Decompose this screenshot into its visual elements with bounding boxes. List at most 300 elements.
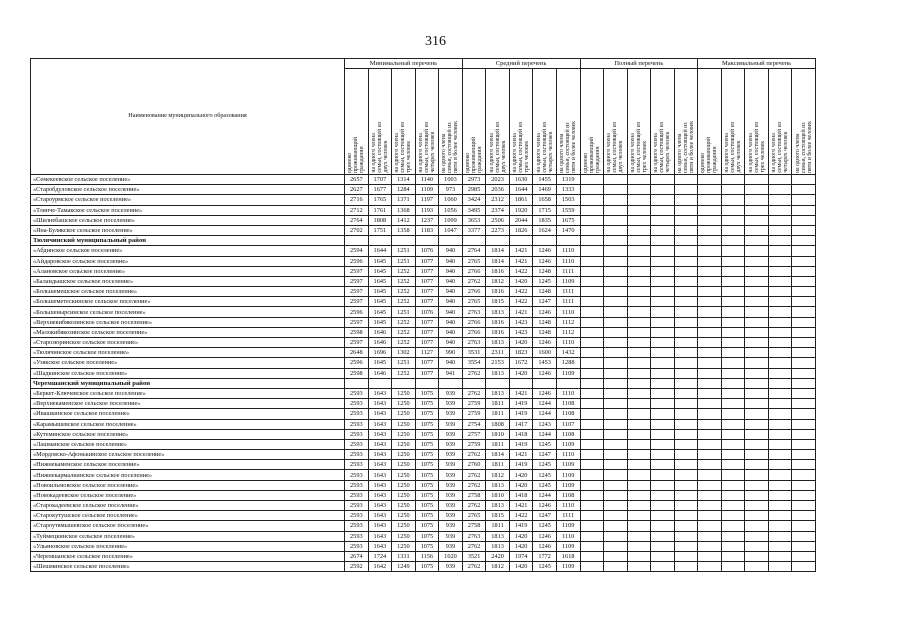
value-cell: 1643 xyxy=(368,541,392,551)
municipality-name: «Верхнекибякозинское сельское поселение» xyxy=(31,317,345,327)
value-cell: 2420 xyxy=(486,551,510,561)
empty-cell xyxy=(533,236,557,246)
empty-cell xyxy=(792,307,816,317)
value-cell: 1643 xyxy=(368,388,392,398)
table-row xyxy=(31,541,816,551)
value-cell: 1250 xyxy=(392,521,416,531)
empty-cell xyxy=(698,409,722,419)
empty-cell xyxy=(533,378,557,388)
empty-cell xyxy=(580,562,604,572)
value-cell: 1127 xyxy=(415,348,439,358)
empty-cell xyxy=(721,480,745,490)
subheader-label: на одного члена семьи, состоящей из четырех человек xyxy=(417,122,436,173)
value-cell: 1109 xyxy=(556,276,580,286)
empty-cell xyxy=(745,511,769,521)
empty-cell xyxy=(745,297,769,307)
subheader-label: на одного члена семьи, состоящей из пяти и более человек xyxy=(794,120,813,173)
subheader-label: на одного члена семьи, состоящей из двух человек xyxy=(723,122,743,173)
value-cell: 2593 xyxy=(345,419,369,429)
value-cell: 1432 xyxy=(556,348,580,358)
value-cell: 2036 xyxy=(486,185,510,195)
value-cell: 1643 xyxy=(368,490,392,500)
value-cell: 1246 xyxy=(533,246,557,256)
empty-cell xyxy=(580,338,604,348)
empty-cell xyxy=(580,460,604,470)
empty-cell xyxy=(651,215,675,225)
value-cell: 2758 xyxy=(462,490,486,500)
empty-cell xyxy=(604,541,628,551)
value-cell: 2597 xyxy=(345,297,369,307)
value-cell: 1075 xyxy=(415,562,439,572)
value-cell: 1110 xyxy=(556,246,580,256)
empty-cell xyxy=(698,256,722,266)
value-cell: 2597 xyxy=(345,276,369,286)
empty-cell xyxy=(627,225,651,235)
empty-cell xyxy=(604,225,628,235)
subheader-label: одиноко проживающий гражданин xyxy=(464,136,484,173)
value-cell: 1250 xyxy=(392,399,416,409)
empty-cell xyxy=(698,266,722,276)
subheader-cell xyxy=(721,69,745,175)
empty-cell xyxy=(721,317,745,327)
empty-cell xyxy=(462,236,486,246)
empty-cell xyxy=(698,205,722,215)
empty-cell xyxy=(745,470,769,480)
value-cell: 1421 xyxy=(509,246,533,256)
empty-cell xyxy=(580,501,604,511)
value-cell: 1060 xyxy=(439,195,463,205)
municipality-name: «Нижнекармалкинское сельское поселение» xyxy=(31,470,345,480)
empty-cell xyxy=(698,439,722,449)
value-cell: 1020 xyxy=(439,551,463,561)
empty-cell xyxy=(698,338,722,348)
empty-cell xyxy=(627,480,651,490)
subheader-cell xyxy=(368,69,392,175)
empty-cell xyxy=(721,450,745,460)
empty-cell xyxy=(698,185,722,195)
empty-cell xyxy=(698,429,722,439)
municipality-name: «Старокутушское сельское поселение» xyxy=(31,511,345,521)
empty-cell xyxy=(698,541,722,551)
value-cell: 2759 xyxy=(462,439,486,449)
value-cell: 1624 xyxy=(533,225,557,235)
value-cell: 3377 xyxy=(462,225,486,235)
subheader-label: на одного члена семьи, состоящей из четырех человек xyxy=(770,122,790,173)
value-cell: 1422 xyxy=(509,266,533,276)
empty-cell xyxy=(651,276,675,286)
value-cell: 1419 xyxy=(509,399,533,409)
empty-cell xyxy=(792,287,816,297)
value-cell: 1412 xyxy=(392,215,416,225)
empty-cell xyxy=(604,348,628,358)
empty-cell xyxy=(439,236,463,246)
value-cell: 1696 xyxy=(368,348,392,358)
municipality-name: «Айдаровское сельское поселение» xyxy=(31,256,345,266)
value-cell: 1075 xyxy=(415,460,439,470)
value-cell: 2766 xyxy=(462,287,486,297)
empty-cell xyxy=(698,327,722,337)
empty-cell xyxy=(627,490,651,500)
empty-cell xyxy=(698,307,722,317)
value-cell: 1250 xyxy=(392,409,416,419)
value-cell: 2716 xyxy=(345,195,369,205)
empty-cell xyxy=(721,348,745,358)
empty-cell xyxy=(721,562,745,572)
empty-cell xyxy=(745,490,769,500)
table-row xyxy=(31,205,816,215)
empty-cell xyxy=(768,276,792,286)
value-cell: 1250 xyxy=(392,541,416,551)
value-cell: 1003 xyxy=(439,175,463,185)
value-cell: 1826 xyxy=(509,225,533,235)
value-cell: 1140 xyxy=(415,175,439,185)
empty-cell xyxy=(745,419,769,429)
empty-cell xyxy=(651,236,675,246)
empty-cell xyxy=(580,399,604,409)
value-cell: 939 xyxy=(439,490,463,500)
empty-cell xyxy=(745,480,769,490)
municipality-name: «Большенырсинское сельское поселение» xyxy=(31,307,345,317)
empty-cell xyxy=(604,378,628,388)
empty-cell xyxy=(768,470,792,480)
value-cell: 2762 xyxy=(462,541,486,551)
value-cell: 1110 xyxy=(556,256,580,266)
empty-cell xyxy=(792,429,816,439)
empty-cell xyxy=(486,236,510,246)
empty-cell xyxy=(627,439,651,449)
subheader-label: одиноко проживающий гражданин xyxy=(700,136,719,173)
value-cell: 939 xyxy=(439,439,463,449)
municipality-name: «Шешминское сельское поселение» xyxy=(31,562,345,572)
value-cell: 1250 xyxy=(392,470,416,480)
empty-cell xyxy=(580,175,604,185)
empty-cell xyxy=(674,205,698,215)
value-cell: 1109 xyxy=(556,470,580,480)
subheader-label: на одного члена семьи, состоящей из двух человек xyxy=(606,122,625,173)
empty-cell xyxy=(580,297,604,307)
value-cell: 2593 xyxy=(345,429,369,439)
empty-cell xyxy=(721,307,745,317)
subheader-cell xyxy=(556,69,580,175)
empty-cell xyxy=(439,378,463,388)
value-cell: 1643 xyxy=(368,439,392,449)
empty-cell xyxy=(604,215,628,225)
value-cell: 2597 xyxy=(345,338,369,348)
value-cell: 1813 xyxy=(486,307,510,317)
empty-cell xyxy=(509,236,533,246)
empty-cell xyxy=(651,327,675,337)
municipality-name: «Яна-Булякское сельское поселение» xyxy=(31,225,345,235)
empty-cell xyxy=(651,429,675,439)
subheader-label: на одного члена семьи, состоящей из пяти и более человек xyxy=(559,120,578,173)
empty-cell xyxy=(768,236,792,246)
empty-cell xyxy=(745,521,769,531)
value-cell: 1109 xyxy=(556,521,580,531)
empty-cell xyxy=(604,419,628,429)
empty-cell xyxy=(580,215,604,225)
empty-cell xyxy=(486,378,510,388)
value-cell: 2506 xyxy=(486,215,510,225)
empty-cell xyxy=(674,531,698,541)
table-row xyxy=(31,419,816,429)
table-row xyxy=(31,195,816,205)
subheader-label: на одного члена семьи, состоящей из трех человек xyxy=(747,122,766,173)
value-cell: 939 xyxy=(439,511,463,521)
table-row xyxy=(31,429,816,439)
empty-cell xyxy=(604,256,628,266)
empty-cell xyxy=(721,276,745,286)
empty-cell xyxy=(745,205,769,215)
empty-cell xyxy=(651,450,675,460)
value-cell: 1245 xyxy=(533,480,557,490)
value-cell: 1246 xyxy=(533,368,557,378)
empty-cell xyxy=(674,511,698,521)
value-cell: 1077 xyxy=(415,338,439,348)
value-cell: 3521 xyxy=(462,551,486,561)
value-cell: 1110 xyxy=(556,338,580,348)
empty-cell xyxy=(698,368,722,378)
value-cell: 2593 xyxy=(345,511,369,521)
value-cell: 1319 xyxy=(556,175,580,185)
empty-cell xyxy=(745,388,769,398)
subheader-cell xyxy=(462,69,486,175)
value-cell: 1252 xyxy=(392,287,416,297)
value-cell: 1250 xyxy=(392,501,416,511)
empty-cell xyxy=(651,297,675,307)
value-cell: 1333 xyxy=(556,185,580,195)
value-cell: 1420 xyxy=(509,541,533,551)
empty-cell xyxy=(674,256,698,266)
municipality-name: «Тюлячинское сельское поселение» xyxy=(31,348,345,358)
empty-cell xyxy=(768,490,792,500)
value-cell: 1109 xyxy=(415,185,439,195)
value-cell: 1244 xyxy=(533,490,557,500)
value-cell: 2023 xyxy=(486,175,510,185)
empty-cell xyxy=(580,429,604,439)
value-cell: 2766 xyxy=(462,266,486,276)
value-cell: 1813 xyxy=(486,338,510,348)
value-cell: 1646 xyxy=(368,338,392,348)
table-row xyxy=(31,368,816,378)
value-cell: 1420 xyxy=(509,368,533,378)
empty-cell xyxy=(604,439,628,449)
value-cell: 2985 xyxy=(462,185,486,195)
value-cell: 939 xyxy=(439,450,463,460)
empty-cell xyxy=(792,470,816,480)
value-cell: 1075 xyxy=(415,521,439,531)
empty-cell xyxy=(768,266,792,276)
subheader-cell xyxy=(533,69,557,175)
value-cell: 1075 xyxy=(415,480,439,490)
empty-cell xyxy=(698,175,722,185)
empty-cell xyxy=(768,419,792,429)
value-cell: 1109 xyxy=(556,460,580,470)
municipality-name: «Беркет-Ключевское сельское поселение» xyxy=(31,388,345,398)
value-cell: 1643 xyxy=(368,531,392,541)
empty-cell xyxy=(768,256,792,266)
empty-cell xyxy=(792,195,816,205)
value-cell: 3554 xyxy=(462,358,486,368)
value-cell: 1421 xyxy=(509,307,533,317)
value-cell: 1250 xyxy=(392,460,416,470)
value-cell: 2754 xyxy=(462,419,486,429)
value-cell: 1077 xyxy=(415,256,439,266)
empty-cell xyxy=(651,185,675,195)
value-cell: 1643 xyxy=(368,419,392,429)
value-cell: 1645 xyxy=(368,276,392,286)
empty-cell xyxy=(651,531,675,541)
empty-cell xyxy=(627,287,651,297)
empty-cell xyxy=(604,409,628,419)
municipality-name: «Баландышское сельское поселение» xyxy=(31,276,345,286)
empty-cell xyxy=(698,348,722,358)
value-cell: 1247 xyxy=(533,297,557,307)
value-cell: 1715 xyxy=(533,205,557,215)
empty-cell xyxy=(674,368,698,378)
empty-cell xyxy=(604,175,628,185)
empty-cell xyxy=(674,439,698,449)
municipality-name: «Туймецкинское сельское поселение» xyxy=(31,531,345,541)
value-cell: 1107 xyxy=(556,419,580,429)
empty-cell xyxy=(604,388,628,398)
empty-cell xyxy=(627,307,651,317)
value-cell: 2702 xyxy=(345,225,369,235)
value-cell: 2973 xyxy=(462,175,486,185)
empty-cell xyxy=(627,236,651,246)
subheader-cell xyxy=(415,69,439,175)
empty-cell xyxy=(792,399,816,409)
empty-cell xyxy=(674,490,698,500)
empty-cell xyxy=(745,460,769,470)
value-cell: 1675 xyxy=(556,215,580,225)
empty-cell xyxy=(509,378,533,388)
empty-cell xyxy=(792,531,816,541)
value-cell: 939 xyxy=(439,562,463,572)
value-cell: 1250 xyxy=(392,439,416,449)
value-cell: 1197 xyxy=(415,195,439,205)
empty-cell xyxy=(580,551,604,561)
value-cell: 1643 xyxy=(368,429,392,439)
value-cell: 1250 xyxy=(392,388,416,398)
value-cell: 1245 xyxy=(533,460,557,470)
value-cell: 1077 xyxy=(415,297,439,307)
value-cell: 940 xyxy=(439,297,463,307)
empty-cell xyxy=(698,246,722,256)
empty-cell xyxy=(768,338,792,348)
value-cell: 1056 xyxy=(439,205,463,215)
empty-cell xyxy=(698,297,722,307)
value-cell: 1108 xyxy=(556,399,580,409)
value-cell: 2594 xyxy=(345,246,369,256)
table-row xyxy=(31,450,816,460)
value-cell: 1246 xyxy=(533,501,557,511)
value-cell: 1075 xyxy=(415,501,439,511)
empty-cell xyxy=(627,297,651,307)
empty-cell xyxy=(721,358,745,368)
empty-cell xyxy=(604,490,628,500)
value-cell: 2765 xyxy=(462,297,486,307)
empty-cell xyxy=(604,276,628,286)
empty-cell xyxy=(721,236,745,246)
value-cell: 2312 xyxy=(486,195,510,205)
table-row xyxy=(31,266,816,276)
value-cell: 1075 xyxy=(415,409,439,419)
empty-cell xyxy=(792,358,816,368)
value-cell: 1250 xyxy=(392,511,416,521)
empty-cell xyxy=(604,511,628,521)
value-cell: 2657 xyxy=(345,175,369,185)
value-cell: 1077 xyxy=(415,358,439,368)
value-cell: 2593 xyxy=(345,388,369,398)
empty-cell xyxy=(651,399,675,409)
empty-cell xyxy=(674,338,698,348)
value-cell: 1420 xyxy=(509,338,533,348)
empty-cell xyxy=(721,205,745,215)
table-row xyxy=(31,338,816,348)
value-cell: 1245 xyxy=(533,562,557,572)
empty-cell xyxy=(768,348,792,358)
empty-cell xyxy=(768,368,792,378)
empty-cell xyxy=(651,460,675,470)
empty-cell xyxy=(627,215,651,225)
empty-cell xyxy=(651,470,675,480)
empty-cell xyxy=(698,480,722,490)
empty-cell xyxy=(580,307,604,317)
empty-cell xyxy=(580,541,604,551)
value-cell: 2592 xyxy=(345,562,369,572)
value-cell: 1248 xyxy=(533,287,557,297)
value-cell: 3531 xyxy=(462,348,486,358)
empty-cell xyxy=(745,307,769,317)
subheader-cell xyxy=(745,69,769,175)
value-cell: 1813 xyxy=(486,531,510,541)
empty-cell xyxy=(792,450,816,460)
empty-cell xyxy=(651,501,675,511)
value-cell: 2762 xyxy=(462,480,486,490)
municipality-name: «Старокадеевское сельское поселение» xyxy=(31,501,345,511)
municipality-name: «Черемшанское сельское поселение» xyxy=(31,551,345,561)
value-cell: 940 xyxy=(439,327,463,337)
value-cell: 2593 xyxy=(345,521,369,531)
empty-cell xyxy=(792,348,816,358)
empty-cell xyxy=(651,205,675,215)
value-cell: 1643 xyxy=(368,501,392,511)
value-cell: 1156 xyxy=(415,551,439,561)
value-cell: 2765 xyxy=(462,256,486,266)
empty-cell xyxy=(674,480,698,490)
table-row xyxy=(31,185,816,195)
value-cell: 940 xyxy=(439,307,463,317)
empty-cell xyxy=(674,470,698,480)
value-cell: 1109 xyxy=(556,439,580,449)
empty-cell xyxy=(698,358,722,368)
empty-cell xyxy=(651,480,675,490)
value-cell: 1724 xyxy=(368,551,392,561)
empty-cell xyxy=(604,368,628,378)
value-cell: 1247 xyxy=(533,511,557,521)
value-cell: 1075 xyxy=(415,541,439,551)
value-cell: 1252 xyxy=(392,338,416,348)
empty-cell xyxy=(604,399,628,409)
value-cell: 1813 xyxy=(486,388,510,398)
value-cell: 1815 xyxy=(486,297,510,307)
value-cell: 1250 xyxy=(392,480,416,490)
value-cell: 2044 xyxy=(509,215,533,225)
value-cell: 1246 xyxy=(533,256,557,266)
empty-cell xyxy=(721,297,745,307)
empty-cell xyxy=(792,215,816,225)
value-cell: 1455 xyxy=(533,175,557,185)
